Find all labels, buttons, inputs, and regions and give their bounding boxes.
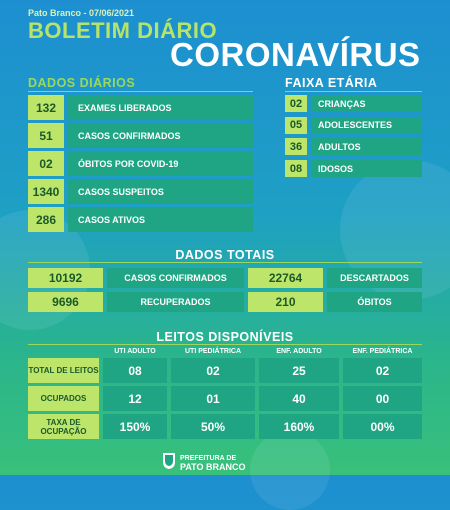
beds-cell: 12: [103, 386, 167, 411]
daily-value: 286: [28, 207, 64, 232]
beds-cell: 160%: [259, 414, 339, 439]
daily-value: 51: [28, 123, 64, 148]
total-confirmed-label: CASOS CONFIRMADOS: [107, 268, 244, 288]
total-confirmed-value: 10192: [28, 268, 103, 288]
daily-section-rule: [28, 91, 253, 92]
age-value: 05: [285, 117, 307, 134]
daily-row: [28, 207, 253, 232]
daily-row: [28, 151, 253, 176]
beds-column-ward-adult: ENF. ADULTO: [276, 348, 322, 355]
total-discarded-label: DESCARTADOS: [327, 268, 422, 288]
daily-value: 02: [28, 151, 64, 176]
totals-section-rule: [28, 262, 422, 263]
daily-row: [28, 179, 253, 204]
bulletin-title: BOLETIM DIÁRIO: [28, 18, 218, 43]
total-recovered-value: 9696: [28, 292, 103, 312]
bulletin-date: Pato Branco - 07/06/2021: [28, 8, 135, 18]
age-value: 36: [285, 138, 307, 155]
daily-section-title: DADOS DIÁRIOS: [28, 76, 136, 90]
daily-label: CASOS ATIVOS: [68, 207, 253, 232]
beds-row-label-occupied: OCUPADOS: [28, 386, 99, 411]
age-section-rule: [285, 91, 422, 92]
beds-cell: 01: [171, 386, 255, 411]
beds-column-uti-pediatric: UTI PEDIÁTRICA: [185, 348, 241, 355]
daily-row: [28, 95, 253, 120]
age-label: IDOSOS: [311, 160, 422, 177]
daily-row: [28, 123, 253, 148]
bulletin-subtitle: CORONAVÍRUS: [170, 36, 421, 73]
total-recovered-label: RECUPERADOS: [107, 292, 244, 312]
total-deaths-value: 210: [248, 292, 323, 312]
age-value: 08: [285, 160, 307, 177]
beds-row-label-total: TOTAL DE LEITOS: [28, 358, 99, 383]
city-footer: [180, 455, 246, 472]
beds-cell: 08: [103, 358, 167, 383]
daily-value: 132: [28, 95, 64, 120]
beds-column-ward-pediatric: ENF. PEDIÁTRICA: [352, 348, 413, 355]
age-row: [285, 138, 422, 155]
beds-cell: 00: [343, 386, 422, 411]
beds-cell: 50%: [171, 414, 255, 439]
age-section-title: FAIXA ETÁRIA: [285, 76, 378, 90]
daily-list: [28, 95, 253, 232]
beds-row-label-occupancy-rate: TAXA DE OCUPAÇÃO: [28, 414, 99, 439]
beds-cell: 02: [171, 358, 255, 383]
age-list: [285, 95, 422, 182]
totals-section-title: DADOS TOTAIS: [175, 248, 275, 262]
city-logo: [162, 452, 176, 475]
daily-label: EXAMES LIBERADOS: [68, 95, 253, 120]
daily-label: CASOS CONFIRMADOS: [68, 123, 253, 148]
age-label: ADOLESCENTES: [311, 117, 422, 134]
daily-label: CASOS SUSPEITOS: [68, 179, 253, 204]
beds-column-uti-adult: UTI ADULTO: [114, 348, 156, 355]
age-row: [285, 160, 422, 177]
beds-cell: 00%: [343, 414, 422, 439]
virus-decoration-bottom: [250, 430, 330, 510]
beds-cell: 40: [259, 386, 339, 411]
daily-label: ÓBITOS POR COVID-19: [68, 151, 253, 176]
footer-line1: PREFEITURA DE: [180, 455, 237, 462]
total-discarded-value: 22764: [248, 268, 323, 288]
beds-cell: 02: [343, 358, 422, 383]
beds-cell: 25: [259, 358, 339, 383]
age-row: [285, 117, 422, 134]
age-label: CRIANÇAS: [311, 95, 422, 112]
beds-section-rule: [28, 344, 422, 345]
age-row: [285, 95, 422, 112]
coat-of-arms-icon: [162, 452, 176, 470]
daily-value: 1340: [28, 179, 64, 204]
age-value: 02: [285, 95, 307, 112]
beds-cell: 150%: [103, 414, 167, 439]
age-label: ADULTOS: [311, 138, 422, 155]
total-deaths-label: ÓBITOS: [327, 292, 422, 312]
beds-section-title: LEITOS DISPONÍVEIS: [156, 330, 294, 344]
footer-line2: PATO BRANCO: [180, 462, 246, 472]
